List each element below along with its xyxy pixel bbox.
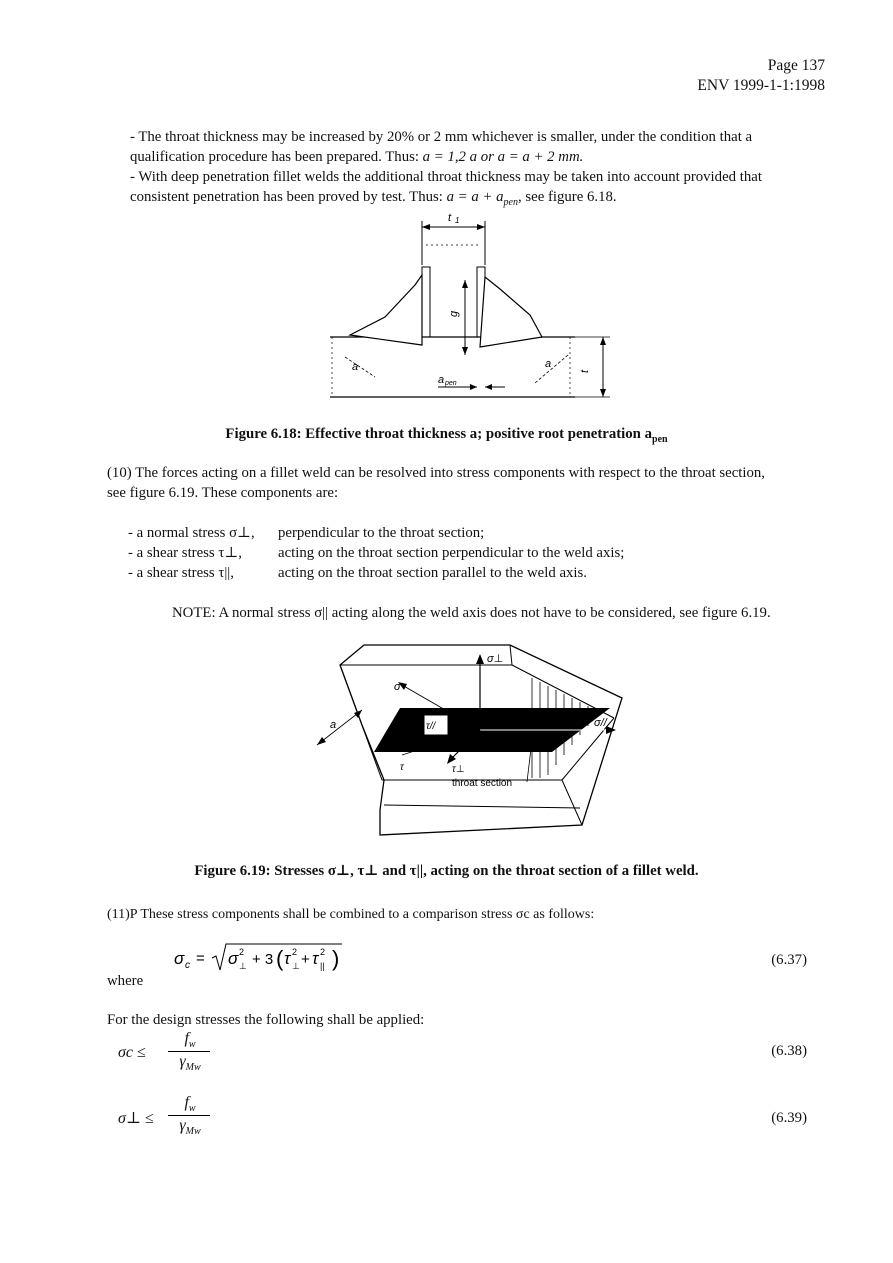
svg-text:+ 3: + 3 [252, 951, 274, 968]
svg-text:⊥: ⊥ [239, 961, 247, 971]
intro-line-3: - With deep penetration fillet welds the additional throat thickness may be taken into account provided that [130, 169, 762, 185]
vertical-plate-left [422, 267, 430, 337]
tau-label: τ [400, 762, 404, 773]
svg-text:c: c [185, 960, 190, 971]
a-label-right: a [545, 358, 552, 370]
design-intro: For the design stresses the following shall be applied: [107, 1012, 425, 1028]
svg-text:σ: σ [174, 949, 185, 968]
figure-6-18-caption: Figure 6.18: Effective throat thickness a; positive root penetration $a_{pen}$ [225, 426, 668, 445]
svg-text:τ: τ [284, 949, 291, 968]
svg-text:σ: σ [228, 949, 239, 968]
figure-6-19-caption: Figure 6.19: Stresses σ⊥, τ⊥ and τ||, acting on the throat section of a fillet weld. [194, 863, 699, 879]
standard-reference: ENV 1999-1-1:1998 [697, 77, 825, 94]
tau-par-label: τ// [426, 721, 436, 732]
svg-text:2: 2 [292, 947, 298, 957]
svg-text:2: 2 [320, 947, 326, 957]
t1-label: t [448, 212, 452, 224]
equation-6-39-number: (6.39) [771, 1110, 807, 1126]
figure-6-18 [320, 205, 620, 410]
svg-text:1: 1 [455, 216, 460, 225]
sigma-perp-label: σ⊥ [487, 653, 504, 665]
intro-paragraph [130, 127, 830, 213]
a-label: a [330, 719, 337, 731]
svg-text:=: = [196, 950, 205, 967]
note: NOTE: A normal stress σ|| acting along the weld axis does not have to be considered, see figure 6.19. [172, 605, 771, 621]
where-label: where [107, 973, 144, 989]
sigma-label: σ [394, 681, 401, 693]
stress-list [128, 523, 624, 583]
weld-right [480, 277, 542, 347]
svg-text:pen: pen [445, 380, 457, 387]
list-item: - a shear stress τ||, acting on the throat section parallel to the weld axis. [128, 565, 587, 581]
equation-6-37-number: (6.37) [771, 952, 807, 968]
sigma-par-label: σ// [594, 717, 607, 729]
svg-text:): ) [332, 946, 340, 971]
g1-label: g [448, 310, 460, 317]
t2-label: t [579, 369, 591, 373]
svg-text:(: ( [276, 946, 284, 971]
list-item: - a shear stress τ⊥, acting on the throat section perpendicular to the weld axis; [128, 545, 625, 561]
svg-text:τ: τ [312, 949, 319, 968]
figure-6-19 [312, 640, 632, 845]
t1-arrow-right [477, 224, 485, 230]
page-number: Page 137 [767, 57, 825, 74]
svg-text:||: || [320, 961, 325, 971]
equation-6-38-number: (6.38) [771, 1043, 807, 1059]
svg-text:2: 2 [239, 947, 245, 957]
t1-arrow-left [422, 224, 430, 230]
weld-left [350, 275, 422, 345]
a-label-left: a [352, 361, 359, 373]
svg-text:⊥: ⊥ [292, 961, 300, 971]
intro-line-1: - The throat thickness may be increased by 20% or 2 mm whichever is smaller, under the condition that a [130, 129, 753, 145]
apen-label: a [438, 374, 445, 386]
list-item: - a normal stress σ⊥, perpendicular to the throat section; [128, 525, 485, 541]
tau-perp-label: τ⊥ [452, 764, 465, 775]
paragraph-11: (11)P These stress components shall be combined to a comparison stress σc as follows: [107, 907, 595, 922]
paragraph-10: (10) The forces acting on a fillet weld can be resolved into stress components with respect to the throat section, see figure 6.19. These components are: [107, 465, 765, 501]
equation-6-37 [170, 938, 370, 978]
intro-line-4: consistent penetration has been proved by test. Thus: $a = a + a_{pen}$, see figure 6.18. [130, 189, 617, 208]
intro-line-2: qualification procedure has been prepared. Thus: a = 1,2 a or a = a + 2 mm. [130, 149, 584, 165]
throat-section-label: throat section [452, 778, 513, 789]
svg-text:+: + [301, 951, 310, 968]
